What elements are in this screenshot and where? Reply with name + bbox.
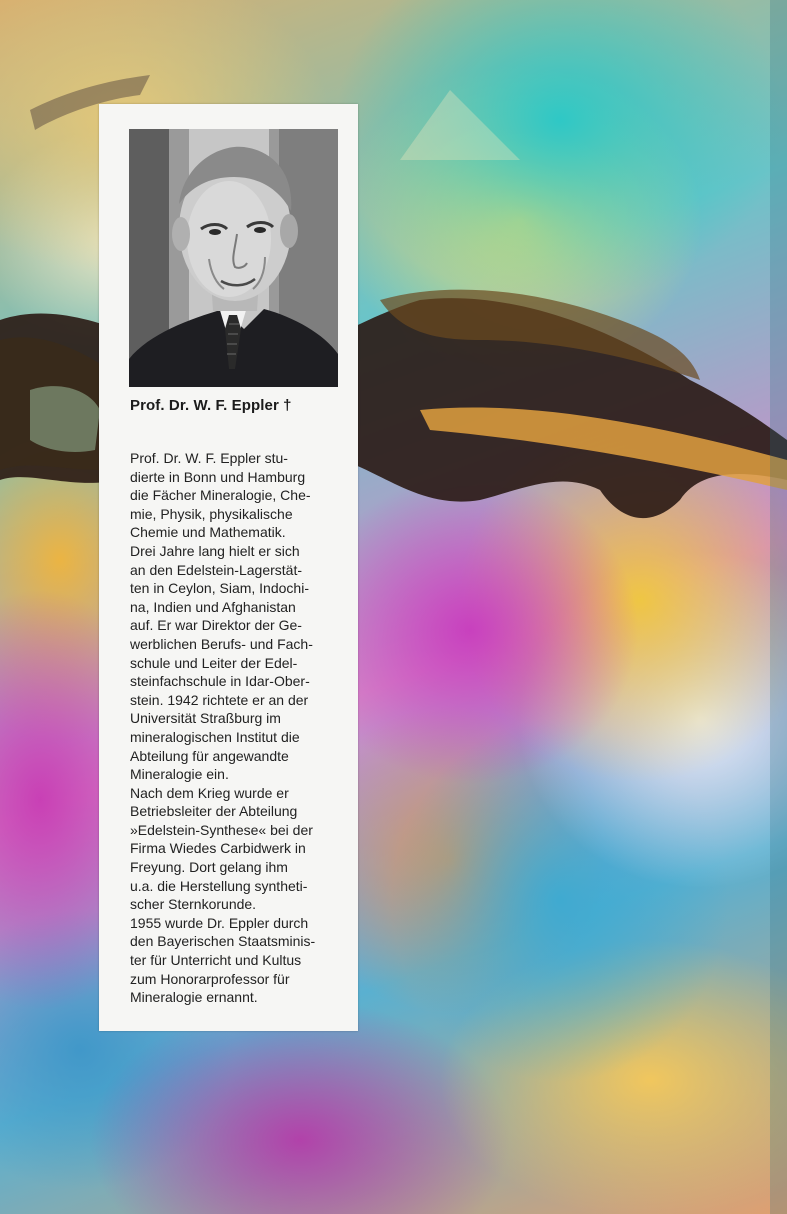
author-biography-text [130, 449, 345, 1007]
author-info-card [99, 104, 358, 1031]
bio-line: »Edelstein-Synthese« bei der [130, 821, 313, 838]
bio-line: Mineralogie ein. [130, 766, 229, 783]
author-portrait-photo [129, 129, 338, 387]
bio-line: den Bayerischen Staatsminis- [130, 933, 316, 950]
bio-line: Betriebsleiter der Abteilung [130, 803, 298, 820]
bio-line: stein. 1942 richtete er an der [130, 691, 309, 708]
author-name-caption: Prof. Dr. W. F. Eppler † [130, 397, 292, 414]
bio-line: u.a. die Herstellung syntheti- [130, 877, 308, 894]
bio-line: mineralogischen Institut die [130, 728, 300, 745]
bio-line: Nach dem Krieg wurde er [130, 784, 289, 801]
bio-line: na, Indien und Afghanistan [130, 598, 296, 615]
bio-line: schule und Leiter der Edel- [130, 654, 298, 671]
bio-line: Universität Straßburg im [130, 710, 281, 727]
bio-line: zum Honorarprofessor für [130, 970, 290, 987]
bio-line: ten in Ceylon, Siam, Indochi- [130, 580, 309, 597]
bio-line: Firma Wiedes Carbidwerk in [130, 840, 306, 857]
bio-line: mie, Physik, physikalische [130, 505, 293, 522]
bio-line: Abteilung für angewandte [130, 747, 289, 764]
bio-line: auf. Er war Direktor der Ge- [130, 617, 302, 634]
bio-line: an den Edelstein-Lagerstät- [130, 561, 302, 578]
bio-line: Chemie und Mathematik. [130, 524, 286, 541]
bio-line: dierte in Bonn und Hamburg [130, 468, 306, 485]
bio-line: scher Sternkorunde. [130, 896, 257, 913]
bio-line: Prof. Dr. W. F. Eppler stu- [130, 450, 288, 466]
bio-line: steinfachschule in Idar-Ober- [130, 673, 310, 690]
bio-line: Mineralogie ernannt. [130, 989, 258, 1006]
bio-line: Freyung. Dort gelang ihm [130, 859, 288, 876]
bio-line: ter für Unterricht und Kultus [130, 952, 302, 969]
bio-line: 1955 wurde Dr. Eppler durch [130, 914, 309, 931]
bio-line: werblichen Berufs- und Fach- [130, 635, 313, 652]
bio-line: die Fächer Mineralogie, Che- [130, 487, 311, 504]
bio-line: Drei Jahre lang hielt er sich [130, 542, 300, 559]
